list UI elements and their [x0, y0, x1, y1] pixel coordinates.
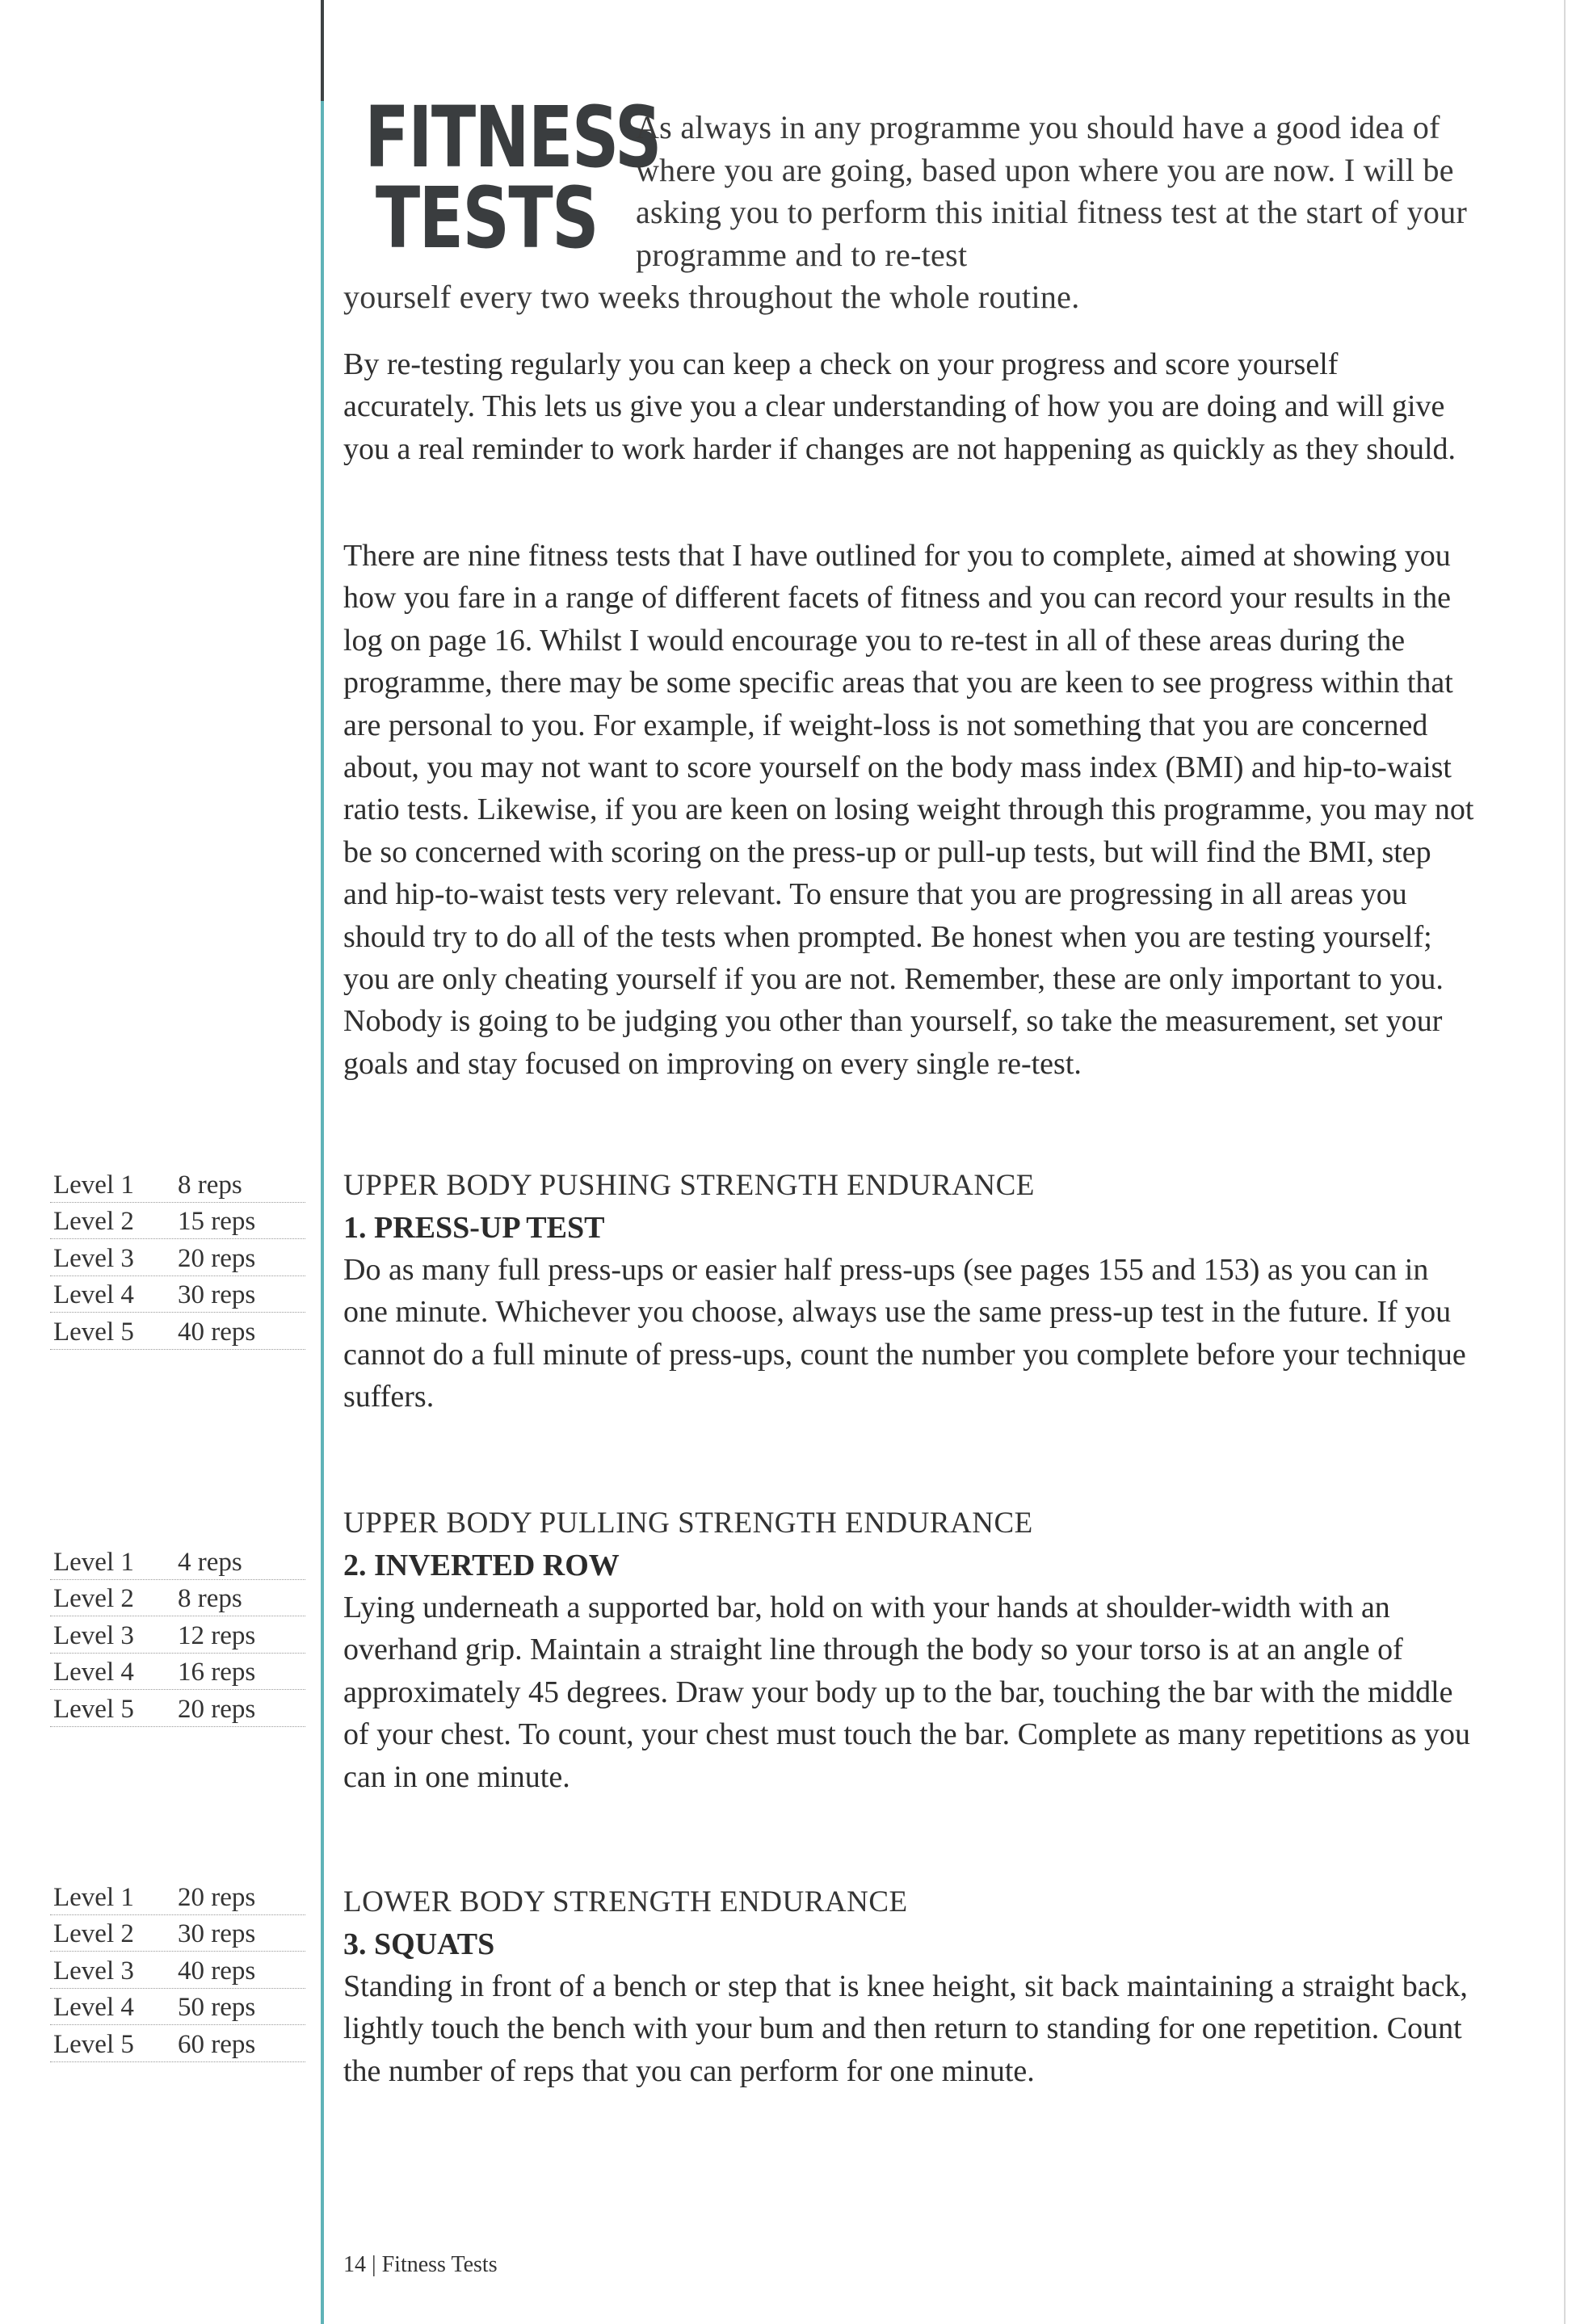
level-row — [50, 1690, 305, 1727]
level-label: Level 5 — [53, 2029, 134, 2059]
level-label: Level 2 — [53, 1207, 134, 1236]
level-label: Level 5 — [53, 1317, 134, 1347]
level-label: Level 3 — [53, 1243, 134, 1273]
level-reps: 40 reps — [178, 1317, 256, 1347]
level-row — [50, 1239, 305, 1276]
level-table-squats — [50, 1878, 305, 2062]
page-heading-line1: FITNESS — [364, 88, 661, 187]
level-row — [50, 1915, 305, 1952]
level-label: Level 4 — [53, 1280, 134, 1309]
level-reps: 30 reps — [178, 1280, 256, 1309]
level-row — [50, 1543, 305, 1580]
intro-tail: yourself every two weeks throughout the whole routine. — [343, 279, 1080, 315]
level-reps: 60 reps — [178, 2029, 256, 2059]
test-title: 2. INVERTED ROW — [343, 1549, 620, 1582]
level-row — [50, 1580, 305, 1617]
intro-lead: As always in any programme you should have a good idea of where you are going, based upon where you are now. I will be asking you to perform this initial fitness test at the start of your programme and to re-test — [636, 109, 1468, 273]
level-label: Level 5 — [53, 1694, 134, 1724]
test-section-press-up — [343, 1165, 1474, 1418]
level-reps: 8 reps — [178, 1584, 242, 1613]
level-row — [50, 1654, 305, 1691]
test-section-squats — [343, 1881, 1474, 2092]
level-row — [50, 1313, 305, 1350]
level-reps: 20 reps — [178, 1882, 256, 1912]
level-row — [50, 1276, 305, 1313]
level-row — [50, 1203, 305, 1240]
level-table-press-up — [50, 1166, 305, 1350]
test-section-inverted-row — [343, 1502, 1474, 1798]
level-label: Level 2 — [53, 1919, 134, 1948]
test-description: Do as many full press-ups or easier half press-ups (see pages 155 and 153) as you can in one minute. Whichever you choose, always use the same press-up test in the future. If you cannot do a full minute of press-ups, count the number you complete before your technique suffers. — [343, 1253, 1466, 1414]
body-paragraph-1: By re-testing regularly you can keep a check on your progress and score yourself accurately. This lets us give you a clear understanding of how you are doing and will give you a real reminder to work harder if changes are not happening as quickly as they should. — [343, 347, 1456, 466]
intro-paragraph — [343, 107, 1474, 319]
level-label: Level 2 — [53, 1584, 134, 1613]
level-label: Level 4 — [53, 1658, 134, 1687]
level-reps: 40 reps — [178, 1956, 256, 1986]
level-row — [50, 2025, 305, 2062]
level-reps: 30 reps — [178, 1919, 256, 1948]
test-category: UPPER BODY PULLING STRENGTH ENDURANCE — [343, 1507, 1033, 1540]
test-title: 3. SQUATS — [343, 1927, 495, 1961]
level-label: Level 1 — [53, 1882, 134, 1912]
test-category: UPPER BODY PUSHING STRENGTH ENDURANCE — [343, 1169, 1035, 1202]
page-edge-line — [1564, 0, 1566, 2324]
level-table-inverted-row — [50, 1543, 305, 1727]
level-row — [50, 1166, 305, 1203]
top-dark-rule — [321, 0, 324, 101]
level-row — [50, 1878, 305, 1915]
level-reps: 4 reps — [178, 1547, 242, 1577]
test-description: Standing in front of a bench or step that is knee height, sit back maintaining a straight back, lightly touch the bench with your bum and then return to standing for one repetition. Count the number of reps that you can perform for one minute. — [343, 1969, 1468, 2088]
level-row — [50, 1616, 305, 1654]
level-reps: 15 reps — [178, 1207, 256, 1236]
page-footer: 14 | Fitness Tests — [343, 2252, 498, 2277]
level-reps: 50 reps — [178, 1993, 256, 2022]
level-label: Level 1 — [53, 1547, 134, 1577]
accent-vertical-rule — [321, 0, 324, 2324]
level-label: Level 1 — [53, 1170, 134, 1200]
level-row — [50, 1989, 305, 2026]
test-description: Lying underneath a supported bar, hold on with your hands at shoulder-width with an overhand grip. Maintain a straight line through the body so your torso is at an angle of approximately 45 degrees. Draw your body up to the bar, touching the bar with the middle of your chest. To count, your chest must touch the bar. Complete as many repetitions as you can in one minute. — [343, 1591, 1470, 1794]
level-label: Level 4 — [53, 1993, 134, 2022]
body-paragraph-2: There are nine fitness tests that I have outlined for you to complete, aimed at showing you how you fare in a range of different facets of fitness and you can record your results in the log on page 16. Whilst I would encourage you to re-test in all of these areas during the programme, there may be some specific areas that you are keen to see progress within that are personal to you. For example, if weight-loss is not something that you are concerned about, you may not want to score yourself on the body mass index (BMI) and hip-to-waist ratio tests. Likewise, if you are keen on losing weight through this programme, you may not be so concerned with scoring on the press-up or pull-up tests, but will find the BMI, step and hip-to-waist tests very relevant. To ensure that you are progressing in all areas you should try to do all of the tests when prompted. Be honest when you are testing yourself; you are only cheating yourself if you are not. Remember, these are only important to you. Nobody is going to be judging you other than yourself, so take the measurement, set your goals and stay focused on improving on every single re-test. — [343, 539, 1474, 1081]
level-reps: 20 reps — [178, 1694, 256, 1724]
level-reps: 8 reps — [178, 1170, 242, 1200]
level-label: Level 3 — [53, 1620, 134, 1650]
level-reps: 16 reps — [178, 1658, 256, 1687]
level-reps: 12 reps — [178, 1620, 256, 1650]
test-category: LOWER BODY STRENGTH ENDURANCE — [343, 1885, 908, 1918]
level-reps: 20 reps — [178, 1243, 256, 1273]
level-row — [50, 1952, 305, 1989]
level-label: Level 3 — [53, 1956, 134, 1986]
page-heading-line2: TESTS — [375, 169, 598, 267]
test-title: 1. PRESS-UP TEST — [343, 1211, 605, 1245]
